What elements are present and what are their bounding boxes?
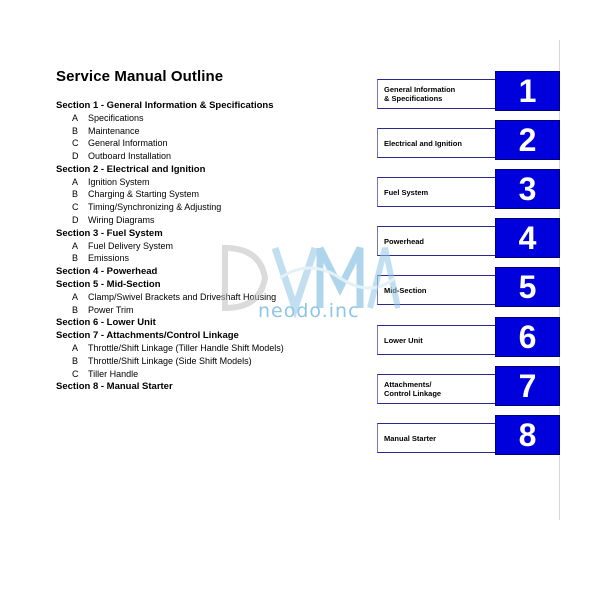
tab-label: Lower Unit [384, 335, 423, 345]
subsection-letter: C [72, 138, 79, 149]
tab-label: General Information & Specifications [384, 85, 456, 103]
tab-number-box [495, 169, 560, 209]
tab-number: 2 [518, 121, 537, 158]
subsection-label: Wiring Diagrams [88, 214, 155, 225]
tab-number-box [495, 415, 560, 455]
subsection-letter: A [72, 240, 79, 251]
section-tab-1[interactable] [377, 71, 560, 109]
subsection-label: General Information [88, 138, 168, 149]
subsection-label: Charging & Starting System [88, 189, 200, 200]
subsection-letter: C [72, 368, 79, 379]
section-tab-2[interactable] [377, 120, 560, 158]
tab-number-box [495, 71, 560, 111]
subsection-letter: D [72, 214, 79, 225]
subsection-letter: B [72, 355, 79, 366]
tab-number: 3 [518, 170, 537, 207]
subsection-item [56, 188, 356, 201]
subsection-item [56, 214, 356, 227]
section-tab-5[interactable] [377, 267, 560, 305]
subsection-item [56, 342, 356, 355]
tab-label-box [377, 325, 496, 355]
subsection-label: Throttle/Shift Linkage (Side Shift Models) [88, 355, 252, 366]
section-heading: Section 3 - Fuel System [56, 227, 163, 239]
section-heading: Section 1 - General Information & Specifications [56, 100, 274, 111]
subsection-item [56, 137, 356, 150]
subsection-letter: A [72, 113, 79, 123]
subsection-letter: B [72, 304, 79, 315]
subsection-label: Throttle/Shift Linkage (Tiller Handle Shift Models) [88, 343, 284, 354]
section-tab-3[interactable] [377, 169, 560, 207]
tab-label: Attachments/ Control Linkage [384, 380, 442, 398]
subsection-label: Clamp/Swivel Brackets and Driveshaft Housing [88, 291, 277, 302]
subsection-label: Maintenance [88, 125, 140, 136]
subsection-letter: B [72, 189, 79, 200]
tab-label: Mid-Section [384, 285, 427, 295]
subsection-label: Specifications [88, 113, 144, 123]
section-heading: Section 2 - Electrical and Ignition [56, 163, 206, 175]
subsection-label: Power Trim [88, 304, 134, 315]
tab-label-box [377, 128, 496, 158]
subsection-item [56, 112, 356, 125]
section-tab-7[interactable] [377, 366, 560, 404]
tab-number-box [495, 366, 560, 406]
tab-label-box [377, 79, 496, 109]
section-tab-6[interactable] [377, 317, 560, 355]
subsection-label: Fuel Delivery System [88, 240, 174, 251]
tab-label-box [377, 177, 496, 207]
subsection-item [56, 150, 356, 163]
subsection-item [56, 355, 356, 368]
tab-number: 6 [518, 318, 537, 355]
tab-number-box [495, 218, 560, 258]
tab-number-box [495, 317, 560, 357]
tab-label-box [377, 374, 496, 404]
section-heading: Section 5 - Mid-Section [56, 278, 161, 290]
subsection-label: Timing/Synchronizing & Adjusting [88, 202, 222, 213]
subsection-letter: D [72, 151, 79, 162]
tab-number-box [495, 120, 560, 160]
page-title: Service Manual Outline [56, 68, 224, 85]
watermark-text: neodo.inc [258, 300, 360, 322]
subsection-item [56, 125, 356, 138]
subsection-label: Ignition System [88, 176, 150, 187]
tab-label-box [377, 423, 496, 453]
subsection-item [56, 368, 356, 381]
subsection-letter: B [72, 125, 79, 136]
section-heading: Section 4 - Powerhead [56, 265, 158, 277]
section-tab-8[interactable] [377, 415, 560, 453]
subsection-item [56, 201, 356, 214]
section-heading: Section 7 - Attachments/Control Linkage [56, 330, 239, 342]
subsection-letter: A [72, 176, 79, 187]
section-tab-4[interactable] [377, 218, 560, 256]
subsection-label: Outboard Installation [88, 151, 172, 162]
subsection-letter: C [72, 202, 79, 213]
subsection-letter: B [72, 253, 79, 264]
subsection-label: Tiller Handle [88, 368, 139, 379]
section-heading: Section 8 - Manual Starter [56, 381, 173, 393]
subsection-letter: A [72, 343, 79, 354]
tab-number: 7 [518, 367, 537, 404]
tab-number-box [495, 267, 560, 307]
section-heading: Section 6 - Lower Unit [56, 317, 156, 329]
tab-number: 4 [518, 219, 537, 256]
subsection-letter: A [72, 291, 79, 302]
subsection-label: Emissions [88, 253, 130, 264]
tab-number: 8 [518, 416, 537, 453]
tab-label: Manual Starter [384, 433, 437, 443]
tab-label: Fuel System [384, 187, 429, 197]
tab-label: Electrical and Ignition [384, 138, 462, 148]
tab-number: 5 [518, 268, 537, 305]
subsection-item [56, 176, 356, 189]
tab-number: 1 [518, 72, 537, 109]
tab-label: Powerhead [384, 236, 425, 246]
